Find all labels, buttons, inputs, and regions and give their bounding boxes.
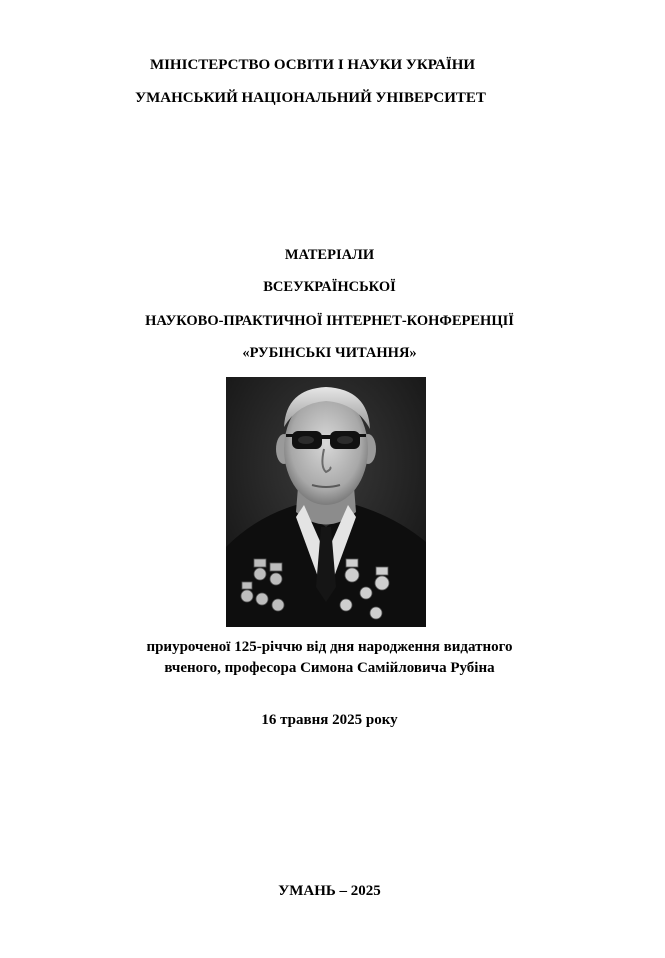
title-line-1: МАТЕРІАЛИ [284, 247, 375, 263]
ministry-heading: МІНІСТЕРСТВО ОСВІТИ І НАУКИ УКРАЇНИ [149, 57, 476, 73]
conference-date: 16 травня 2025 року [261, 712, 398, 728]
dedication-line-1: приуроченої 125-річчю від дня народження видатного [146, 639, 513, 655]
university-heading: УМАНСЬКИЙ НАЦІОНАЛЬНИЙ УНІВЕРСИТЕТ [135, 90, 486, 106]
title-line-3: НАУКОВО-ПРАКТИЧНОЇ ІНТЕРНЕТ-КОНФЕРЕНЦІЇ [145, 313, 514, 329]
title-line-2: ВСЕУКРАЇНСЬКОЇ [263, 279, 396, 295]
title-line-4: «РУБІНСЬКІ ЧИТАННЯ» [242, 345, 417, 361]
city-year: УМАНЬ – 2025 [278, 883, 381, 899]
portrait-photo [226, 377, 426, 627]
dedication-line-2: вченого, професора Симона Самійловича Рубіна [164, 660, 495, 676]
